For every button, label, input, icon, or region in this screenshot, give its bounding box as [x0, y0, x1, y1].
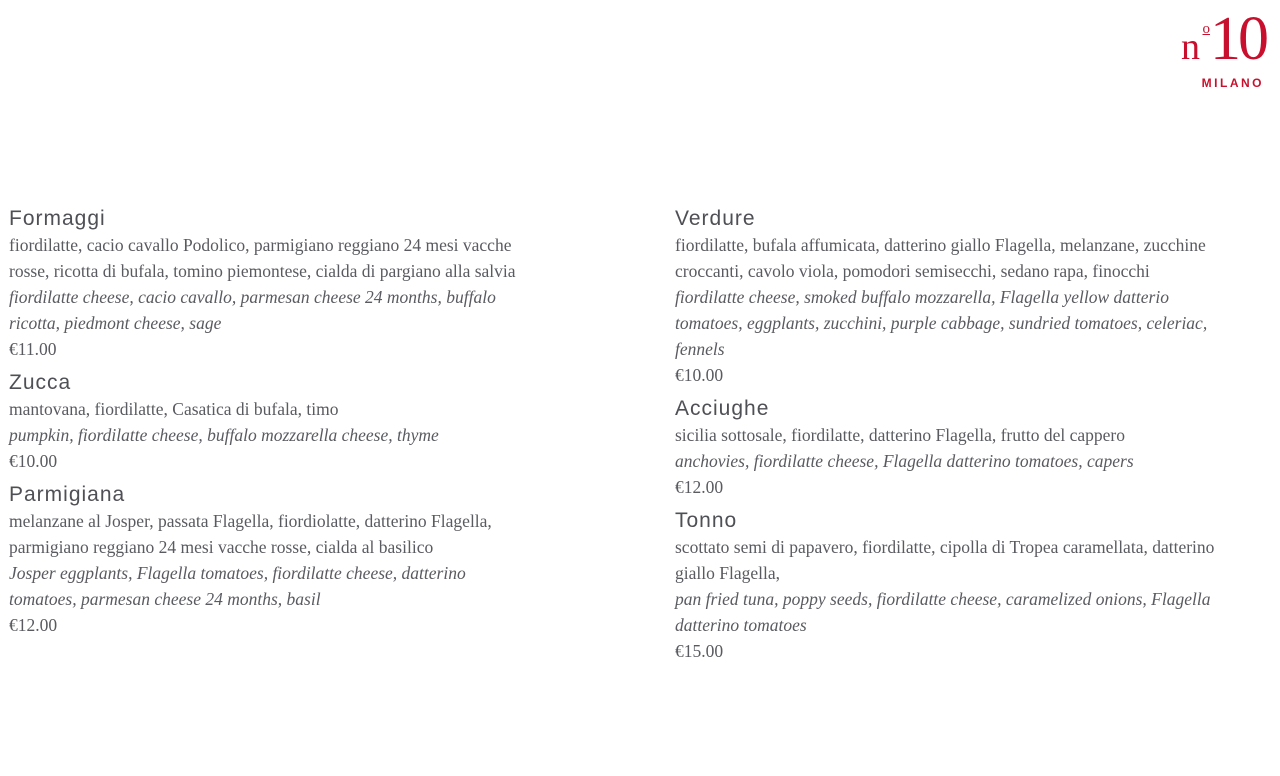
logo-city: MILANO — [1201, 76, 1264, 90]
dish-price: €10.00 — [9, 451, 58, 471]
logo-number: 10 — [1210, 5, 1266, 73]
dish-name: Verdure — [675, 207, 756, 230]
dish-description-italian: fiordilatte, cacio cavallo Podolico, parmigiano reggiano 24 mesi vacche rosse, ricotta di bufala, tomino piemontese, cialda di pargiano alla salvia — [9, 235, 516, 281]
dish-price: €15.00 — [675, 641, 724, 661]
brand-logo — [1166, 5, 1266, 92]
dish-description-english: pan fried tuna, poppy seeds, fiordilatte cheese, caramelized onions, Flagella datterino tomatoes — [675, 589, 1211, 635]
menu-column-right — [675, 206, 1235, 672]
dish-name: Parmigiana — [9, 483, 126, 506]
logo-letter-o: o — [1202, 21, 1210, 37]
dish-name: Formaggi — [9, 207, 106, 230]
dish-description-english: fiordilatte cheese, cacio cavallo, parmesan cheese 24 months, buffalo ricotta, piedmont cheese, sage — [9, 287, 496, 333]
dish-price: €11.00 — [9, 339, 57, 359]
menu-item — [675, 396, 1235, 500]
dish-name: Zucca — [9, 371, 72, 394]
menu-item — [9, 206, 529, 362]
dish-description-italian: fiordilatte, bufala affumicata, datterino giallo Flagella, melanzane, zucchine croccanti, cavolo viola, pomodori semisecchi, sedano rapa, finocchi — [675, 235, 1206, 281]
dish-description-italian: melanzane al Josper, passata Flagella, fiordiolatte, datterino Flagella, parmigiano reggiano 24 mesi vacche rosse, cialda al basilico — [9, 511, 492, 557]
dish-description-english: Josper eggplants, Flagella tomatoes, fiordilatte cheese, datterino tomatoes, parmesan cheese 24 months, basil — [9, 563, 466, 609]
dish-name: Tonno — [675, 509, 738, 532]
menu-item — [9, 370, 529, 474]
dish-description-italian: mantovana, fiordilatte, Casatica di bufala, timo — [9, 399, 339, 419]
dish-description-english: anchovies, fiordilatte cheese, Flagella datterino tomatoes, capers — [675, 451, 1134, 471]
menu-item — [9, 482, 529, 638]
dish-description-english: pumpkin, fiordilatte cheese, buffalo mozzarella cheese, thyme — [9, 425, 439, 445]
logo-mark — [1181, 5, 1266, 73]
logo-letter-n: n o — [1181, 21, 1210, 68]
dish-name: Acciughe — [675, 397, 770, 420]
dish-price: €12.00 — [9, 615, 58, 635]
dish-price: €10.00 — [675, 365, 724, 385]
dish-description-italian: sicilia sottosale, fiordilatte, datterino Flagella, frutto del cappero — [675, 425, 1125, 445]
menu-item — [675, 508, 1235, 664]
menu-item — [675, 206, 1235, 388]
menu-column-left — [9, 206, 529, 646]
dish-price: €12.00 — [675, 477, 724, 497]
dish-description-english: fiordilatte cheese, smoked buffalo mozzarella, Flagella yellow datterio tomatoes, eggplants, zucchini, purple cabbage, sundried tomatoes, celeriac, fennels — [675, 287, 1208, 359]
dish-description-italian: scottato semi di papavero, fiordilatte, cipolla di Tropea caramellata, datterino giallo Flagella, — [675, 537, 1215, 583]
